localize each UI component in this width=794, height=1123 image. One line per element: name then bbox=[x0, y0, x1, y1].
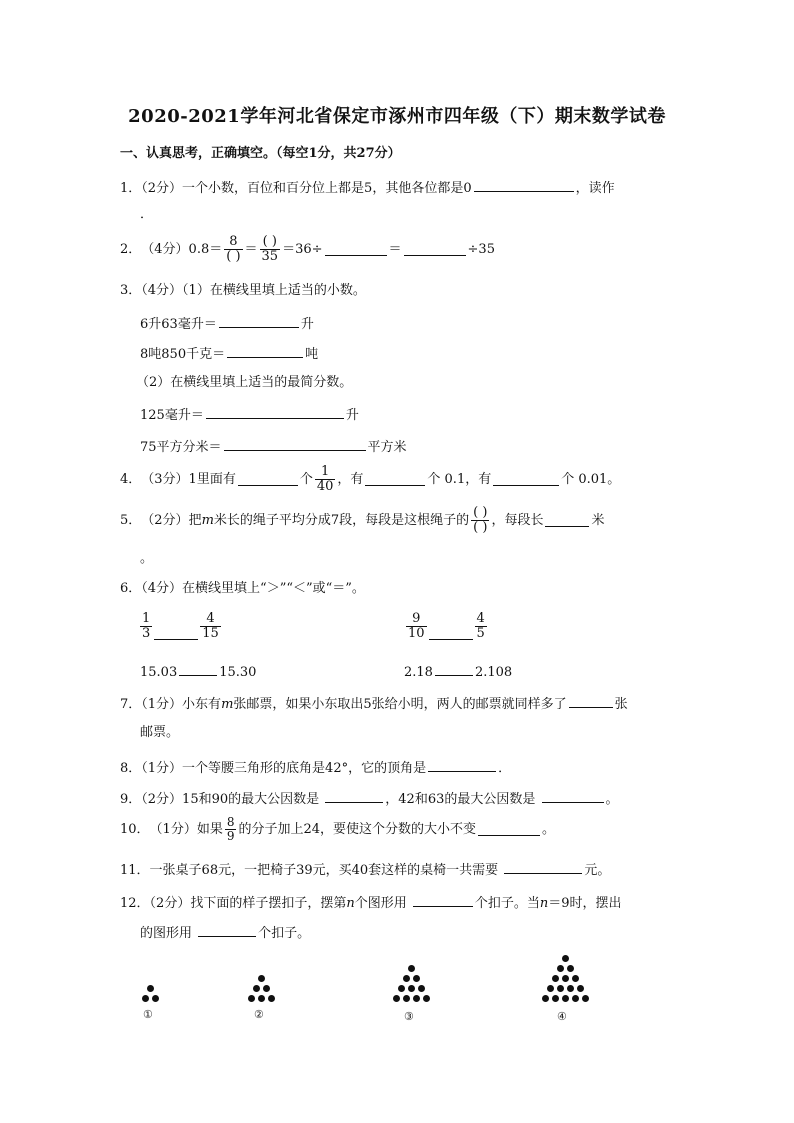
q6-pair-2-blank[interactable] bbox=[429, 627, 473, 640]
q2-text-a: （4分）0.8＝ bbox=[141, 241, 223, 257]
q6-pair-4-b: 2.108 bbox=[474, 665, 513, 680]
button-dot bbox=[562, 955, 569, 962]
q12-text-c: 个扣子。当 bbox=[474, 896, 540, 911]
q9-number: 9． bbox=[120, 792, 142, 807]
q3-line-3 bbox=[140, 406, 359, 422]
q6-pair-3-blank[interactable] bbox=[179, 663, 217, 676]
section-heading: 一、认真思考，正确填空。（每空1分，共27分） bbox=[120, 146, 401, 161]
button-dot bbox=[552, 995, 559, 1002]
q10-text-a: （1分）如果 bbox=[149, 821, 223, 837]
q6-pair-2-fraction-a bbox=[406, 612, 427, 640]
q7-text-b: 张邮票，如果小东取出5张给小明，两人的邮票就同样多了 bbox=[233, 697, 567, 712]
q5-text-b: 米长的绳子平均分成7段，每段是这根绳子的 bbox=[213, 512, 470, 528]
q6-pair-2-b-denominator: 5 bbox=[476, 625, 485, 641]
button-dot bbox=[572, 995, 579, 1002]
figure-caption-4: ④ bbox=[557, 1010, 567, 1023]
q1-tail: ，读作 bbox=[575, 181, 615, 196]
q4-blank-2[interactable] bbox=[365, 473, 425, 486]
q2-fraction-2 bbox=[260, 235, 281, 263]
q7-continuation: 邮票。 bbox=[140, 725, 180, 740]
q12-text-d: ＝9时，摆出 bbox=[548, 896, 622, 911]
q3-line-2-label: 8吨850千克＝ bbox=[140, 347, 226, 362]
q10-text-b: 的分子加上24，要使这个分数的大小不变 bbox=[238, 821, 477, 837]
question-4 bbox=[120, 465, 620, 493]
q3-blank-1[interactable] bbox=[219, 315, 299, 328]
button-dot bbox=[408, 965, 415, 972]
button-dot bbox=[567, 965, 574, 972]
q6-pair-4-blank[interactable] bbox=[435, 663, 473, 676]
figure-caption-2: ② bbox=[254, 1008, 264, 1021]
q4-text-b: 个 bbox=[299, 471, 313, 487]
q2-text-c: ＝ bbox=[388, 241, 402, 257]
page-title: 2020-2021学年河北省保定市涿州市四年级（下）期末数学试卷 bbox=[128, 106, 666, 127]
button-dot bbox=[408, 985, 415, 992]
button-dot bbox=[582, 995, 589, 1002]
q3-blank-2[interactable] bbox=[227, 345, 303, 358]
q2-fraction-1 bbox=[224, 235, 242, 263]
q12-cont-a: 的图形用 bbox=[140, 926, 197, 941]
question-10 bbox=[120, 816, 555, 842]
q8-number: 8． bbox=[120, 761, 142, 776]
q6-pair-1 bbox=[138, 612, 223, 640]
button-dot bbox=[253, 985, 260, 992]
q2-fraction-1-numerator: 8 bbox=[229, 234, 238, 249]
q2-text-d: ÷35 bbox=[467, 241, 495, 257]
question-6 bbox=[120, 582, 365, 595]
q6-pair-1-a-numerator: 1 bbox=[142, 611, 151, 626]
button-dot bbox=[248, 995, 255, 1002]
q1-continuation: ． bbox=[140, 207, 154, 222]
q6-pair-1-a-denominator: 3 bbox=[142, 625, 151, 641]
figure-caption-1: ① bbox=[143, 1008, 153, 1021]
figure-caption-3: ③ bbox=[404, 1010, 414, 1023]
button-dot bbox=[263, 985, 270, 992]
q9-blank-2[interactable] bbox=[542, 790, 604, 803]
q10-fraction-numerator: 8 bbox=[226, 815, 235, 829]
q10-text-c: 。 bbox=[542, 821, 556, 837]
q2-blank-1[interactable] bbox=[325, 243, 387, 256]
button-dot bbox=[562, 995, 569, 1002]
q8-text-a: （1分）一个等腰三角形的底角是42°，它的顶角是 bbox=[141, 761, 427, 776]
button-dot bbox=[547, 985, 554, 992]
q8-blank[interactable] bbox=[428, 759, 496, 772]
q2-equals: ＝ bbox=[244, 241, 258, 257]
q3-line-3-unit: 升 bbox=[345, 408, 359, 423]
q10-fraction bbox=[225, 816, 237, 842]
q3-text: （4分）（1）在横线里填上适当的小数。 bbox=[141, 283, 366, 298]
q7-text-c: 张 bbox=[614, 697, 628, 712]
q7-text-a: （1分）小东有 bbox=[141, 697, 222, 712]
q5-text-c: ，每段长 bbox=[491, 512, 544, 528]
q6-pair-3-b: 15.30 bbox=[219, 665, 257, 680]
question-8 bbox=[120, 759, 511, 775]
q1-blank[interactable] bbox=[474, 179, 574, 192]
question-12 bbox=[120, 894, 622, 910]
button-dot bbox=[147, 985, 154, 992]
button-dot bbox=[557, 985, 564, 992]
button-dot bbox=[258, 995, 265, 1002]
q2-fraction-1-denominator: ( ) bbox=[226, 248, 241, 264]
q6-pair-4-a: 2.18 bbox=[404, 665, 433, 680]
button-dot bbox=[423, 995, 430, 1002]
q11-text-a: 一张桌子68元，一把椅子39元，买40套这样的桌椅一共需要 bbox=[149, 863, 503, 878]
button-dot bbox=[572, 975, 579, 982]
q6-pair-2-fraction-b bbox=[475, 612, 487, 640]
q3-blank-4[interactable] bbox=[224, 438, 366, 451]
q4-text-e: 个 0.01。 bbox=[561, 471, 621, 487]
button-dot bbox=[562, 975, 569, 982]
button-dot bbox=[413, 975, 420, 982]
question-2 bbox=[120, 235, 495, 263]
q12-variable-n: n bbox=[346, 896, 355, 911]
q6-text: （4分）在横线里填上“＞”“＜”或“＝”。 bbox=[141, 581, 365, 596]
q2-blank-2[interactable] bbox=[404, 243, 466, 256]
button-dot bbox=[577, 985, 584, 992]
q8-text-b: ． bbox=[498, 761, 512, 776]
q6-pair-3-a: 15.03 bbox=[140, 665, 178, 680]
q9-text-a: （2分）15和90的最大公因数是 bbox=[141, 792, 324, 807]
q6-pair-2-a-denominator: 10 bbox=[408, 625, 425, 641]
q3-line-3-label: 125毫升＝ bbox=[140, 408, 204, 423]
question-5 bbox=[120, 506, 604, 534]
q6-pair-1-b-denominator: 15 bbox=[202, 625, 219, 641]
q1-text: （2分）一个小数，百位和百分位上都是5，其他各位都是0 bbox=[141, 181, 472, 196]
q3-line-4-label: 75平方分米＝ bbox=[140, 440, 222, 455]
q2-fraction-2-denominator: 35 bbox=[261, 248, 279, 264]
q4-blank-1[interactable] bbox=[238, 473, 298, 486]
q6-number: 6． bbox=[120, 581, 142, 596]
q5-fraction bbox=[471, 506, 489, 534]
q6-pair-4 bbox=[404, 663, 512, 679]
q11-number: 11． bbox=[120, 863, 150, 878]
q9-text-c: 。 bbox=[605, 792, 619, 807]
button-dot bbox=[393, 995, 400, 1002]
q3-line-4-unit: 平方米 bbox=[367, 440, 407, 455]
q9-text-b: ，42和63的最大公因数是 bbox=[385, 792, 540, 807]
q12-blank-1[interactable] bbox=[413, 894, 473, 907]
q4-number: 4． bbox=[120, 471, 142, 487]
q6-pair-2-a-numerator: 9 bbox=[412, 611, 421, 626]
q1-number: 1． bbox=[120, 181, 142, 196]
button-dot bbox=[268, 995, 275, 1002]
q2-fraction-2-numerator: ( ) bbox=[262, 234, 277, 249]
q5-fraction-numerator: ( ) bbox=[473, 505, 488, 520]
button-dot bbox=[418, 985, 425, 992]
q5-text-a: （2分）把 bbox=[141, 512, 202, 528]
q12-cont-b: 个扣子。 bbox=[258, 926, 311, 941]
button-dot bbox=[258, 975, 265, 982]
q4-fraction-denominator: 40 bbox=[316, 478, 334, 494]
button-dot bbox=[542, 995, 549, 1002]
q3-number: 3． bbox=[120, 283, 142, 298]
q3-sub-2: （2）在横线里填上适当的最简分数。 bbox=[136, 375, 353, 390]
q11-text-b: 元。 bbox=[584, 863, 611, 878]
q4-fraction-numerator: 1 bbox=[320, 464, 330, 479]
q10-number: 10． bbox=[120, 821, 150, 837]
question-9 bbox=[120, 790, 619, 806]
q10-blank[interactable] bbox=[478, 823, 540, 836]
q6-pair-1-fraction-b bbox=[200, 612, 221, 640]
button-dot bbox=[403, 975, 410, 982]
q2-number: 2． bbox=[120, 241, 142, 257]
q12-text-a: （2分）找下面的样子摆扣子，摆第 bbox=[149, 896, 347, 911]
button-dot bbox=[567, 985, 574, 992]
q3-blank-3[interactable] bbox=[206, 406, 344, 419]
q12-blank-2[interactable] bbox=[198, 924, 256, 937]
q12-number: 12． bbox=[120, 896, 150, 911]
q10-fraction-denominator: 9 bbox=[226, 828, 235, 843]
q12-continuation bbox=[140, 924, 310, 940]
q3-line-2 bbox=[140, 345, 318, 361]
q6-pair-1-b-numerator: 4 bbox=[206, 611, 215, 626]
question-3 bbox=[120, 284, 366, 297]
q7-number: 7． bbox=[120, 697, 142, 712]
q12-text-b: 个图形用 bbox=[354, 896, 411, 911]
button-dot bbox=[403, 995, 410, 1002]
q6-pair-1-blank[interactable] bbox=[154, 627, 198, 640]
q4-blank-3[interactable] bbox=[493, 473, 559, 486]
q6-pair-2 bbox=[404, 612, 489, 640]
button-dot bbox=[142, 995, 149, 1002]
q7-blank[interactable] bbox=[569, 695, 613, 708]
q6-pair-3 bbox=[140, 663, 256, 679]
question-7 bbox=[120, 695, 628, 711]
button-dot bbox=[152, 995, 159, 1002]
q4-text-d: 个 0.1，有 bbox=[427, 471, 492, 487]
q5-variable-m: m bbox=[201, 512, 214, 528]
button-dot bbox=[552, 975, 559, 982]
q3-line-4 bbox=[140, 438, 407, 454]
q5-fraction-denominator: ( ) bbox=[473, 519, 488, 535]
q6-pair-2-b-numerator: 4 bbox=[476, 611, 485, 626]
q5-text-d: 米 bbox=[591, 512, 605, 528]
q4-text-c: ，有 bbox=[337, 471, 364, 487]
q4-text-a: （3分）1里面有 bbox=[141, 471, 236, 487]
question-1 bbox=[120, 179, 615, 195]
q7-variable-m: m bbox=[221, 697, 234, 712]
q6-pair-1-fraction-a bbox=[140, 612, 152, 640]
q3-line-1-unit: 升 bbox=[300, 317, 314, 332]
q3-line-1-label: 6升63毫升＝ bbox=[140, 317, 217, 332]
button-dot bbox=[398, 985, 405, 992]
button-dot bbox=[413, 995, 420, 1002]
q3-line-1 bbox=[140, 315, 314, 331]
q5-continuation: 。 bbox=[140, 551, 154, 566]
q3-line-2-unit: 吨 bbox=[305, 347, 319, 362]
q4-fraction bbox=[315, 465, 336, 493]
q12-variable-n-2: n bbox=[539, 896, 549, 911]
q5-blank[interactable] bbox=[545, 514, 589, 527]
q9-blank-1[interactable] bbox=[325, 790, 383, 803]
button-dot bbox=[557, 965, 564, 972]
q5-number: 5． bbox=[120, 512, 142, 528]
question-11 bbox=[120, 861, 610, 877]
q11-blank[interactable] bbox=[504, 861, 582, 874]
q2-text-b: ＝36÷ bbox=[282, 241, 323, 257]
